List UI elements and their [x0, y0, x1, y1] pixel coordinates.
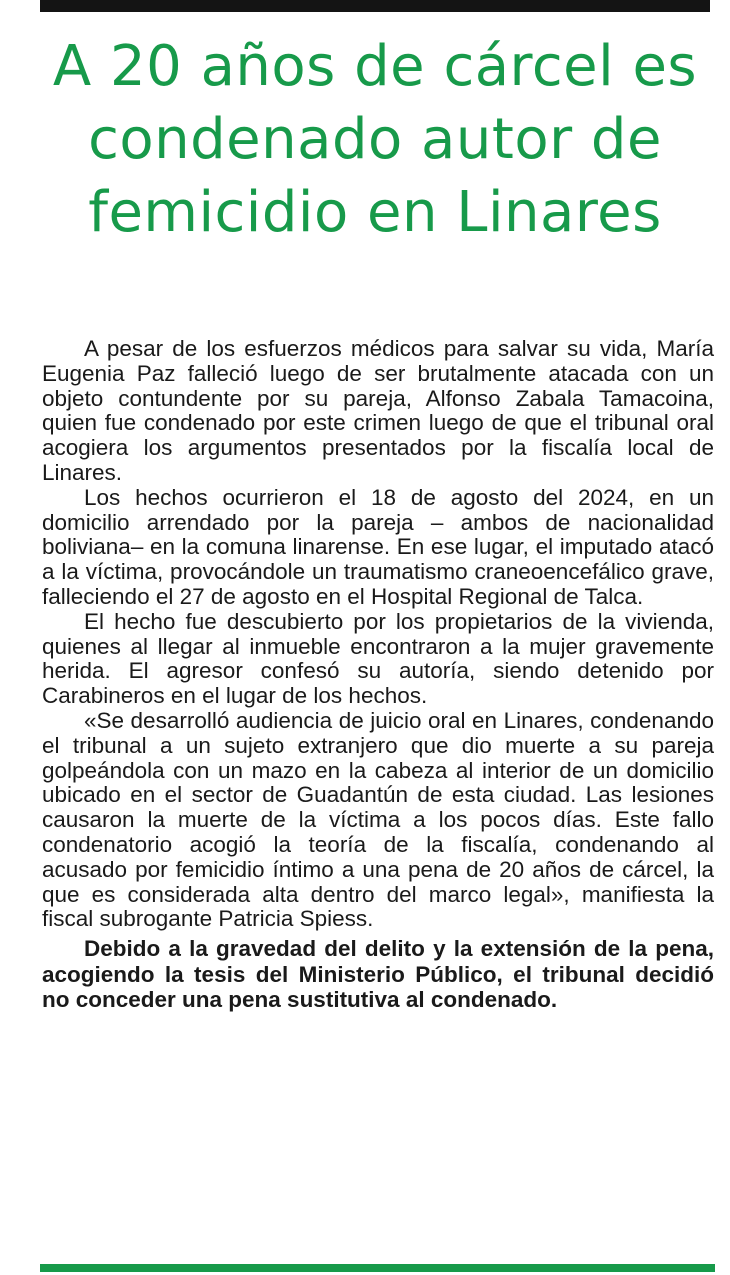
top-rule	[40, 0, 710, 12]
article-body	[42, 337, 714, 1013]
bottom-rule	[40, 1264, 715, 1272]
closing-paragraph: Debido a la gravedad del delito y la extensión de la pena, acogiendo la tesis del Ministerio Público, el tribunal decidió no conceder una pena sustitutiva al condenado.	[42, 936, 714, 1013]
paragraph-1: A pesar de los esfuerzos médicos para salvar su vida, María Eugenia Paz falleció luego de ser brutalmente atacada con un objeto contundente por su pareja, Alfonso Zabala Tamacoina, quien fue condenado por este crimen luego de que el tribunal oral acogiera los argumentos presentados por la fiscalía local de Linares.	[42, 336, 714, 485]
paragraph-4: «Se desarrolló audiencia de juicio oral en Linares, condenando el tribunal a un sujeto extranjero que dio muerte a su pareja golpeándola con un mazo en la cabeza al interior de un domicilio ubicado en el sector de Guadantún de esta ciudad. Las lesiones causaron la muerte de la víctima a los pocos días. Este fallo condenatorio acogió la teoría de la fiscalía, condenando al acusado por femicidio íntimo a una pena de 20 años de cárcel, la que es considerada alta dentro del marco legal», manifiesta la fiscal subrogante Patricia Spiess.	[42, 707, 714, 932]
headline: A 20 años de cárcel es condenado autor de femicidio en Linares	[52, 34, 698, 245]
paragraph-2: Los hechos ocurrieron el 18 de agosto del 2024, en un domicilio arrendado por la pareja – ambos de nacionalidad boliviana– en la comuna linarense. En ese lugar, el imputado atacó a la víctima, provocándole un traumatismo craneoencefálico grave, falleciendo el 27 de agosto en el Hospital Regional de Talca.	[42, 484, 714, 609]
paragraph-3: El hecho fue descubierto por los propietarios de la vivienda, quienes al llegar al inmueble encontraron a la mujer gravemente herida. El agresor confesó su autoría, siendo detenido por Carabineros en el lugar de los hechos.	[42, 608, 714, 709]
